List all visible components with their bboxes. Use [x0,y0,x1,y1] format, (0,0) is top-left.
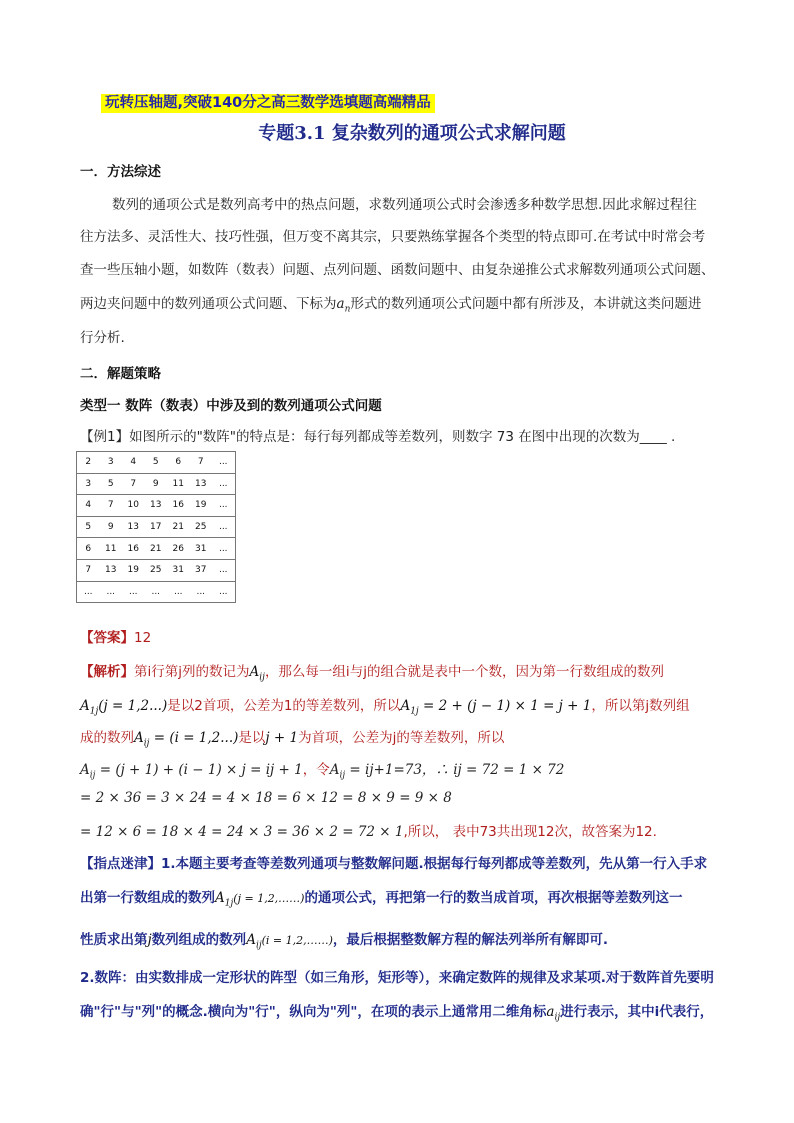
table-cell: 3 [77,473,100,495]
analysis-text4c: ，令 [302,762,330,778]
table-row [77,473,236,495]
math-sub: 1j [410,706,419,717]
math-A: A [249,664,260,680]
table-row [77,516,236,538]
table-cell: 13 [145,495,168,517]
math-A: A [400,698,411,714]
math-j: j [147,932,152,948]
table-cell: 26 [167,538,190,560]
table-cell: 16 [122,538,145,560]
analysis-text2: 是以2首项，公差为1的等差数列，所以 [167,698,401,714]
table-cell: 31 [190,538,213,560]
table-cell: 13 [100,559,123,581]
table-cell: 31 [167,559,190,581]
table-cell: ... [100,581,123,603]
table-cell: 19 [122,559,145,581]
table-row [77,495,236,517]
math-A: A [80,698,90,714]
tips-text5a: 确"行"与"列"的概念.横向为"行"，纵向为"列"，在项的表示上通常用二维角标 [80,1004,547,1020]
tips-label: 【指点迷津】 [80,856,161,872]
table-cell: 4 [77,495,100,517]
analysis-line1 [80,660,664,683]
table-cell: 25 [190,516,213,538]
analysis-text1b: ，那么每一组i与j的组合就是表中一个数，因为第一行数组成的数列 [264,664,664,680]
tips-line3 [80,928,608,951]
table-cell: 7 [190,452,213,474]
math-expr: = (j + 1) + (i − 1) × j = ij + 1 [95,762,303,778]
tips-text1: 1.本题主要考查等差数列通项与整数解问题.根据每行每列都成等差数列，先从第一行入手求 [161,856,708,872]
table-cell: 25 [145,559,168,581]
section1-line4-text: 两边夹问题中的数列通项公式问题、下标为 [80,296,337,312]
table-cell: 16 [167,495,190,517]
table-cell: 11 [100,538,123,560]
table-row [77,581,236,603]
analysis-text6b: ,所以， 表中73共出现12次，故答案为12. [403,824,657,840]
table-cell: 4 [122,452,145,474]
table-cell: 9 [100,516,123,538]
analysis-text3f: 为首项，公差为j的等差数列，所以 [298,730,505,746]
section1-line4 [80,292,701,315]
table-cell: 5 [77,516,100,538]
table-cell: 3 [100,452,123,474]
analysis-line3 [80,726,504,749]
table-cell: 37 [190,559,213,581]
analysis-label: 【解析】 [80,664,134,680]
tips-text3b: 数列组成的数列 [151,932,247,948]
section1-heading: 一．方法综述 [80,164,161,180]
table-cell: 6 [77,538,100,560]
math-expr: j + 1 [265,730,299,746]
subscript-n: n [344,304,351,315]
analysis-line4 [80,758,564,781]
math-A: A [329,762,340,778]
math-expr: = ij+1=73，∴ ij = 72 = 1 × 72 [345,762,565,778]
analysis-text2e: ，所以第j数列组 [591,698,690,714]
math-expr: = 2 + (j − 1) × 1 = j + 1 [418,698,592,714]
analysis-line5: = 2 × 36 = 3 × 24 = 4 × 18 = 6 × 12 = 8 × 9 = 9 × 8 [80,790,452,806]
math-sub: ij [339,770,346,781]
math-sub: 1j [224,898,234,909]
banner: 玩转压轴题,突破140分之高三数学选填题高端精品 [101,94,435,113]
table-cell: 17 [145,516,168,538]
table-cell: 9 [145,473,168,495]
number-array-table [76,451,236,603]
tips-text3a: 性质求出第 [80,932,148,948]
table-cell: 11 [167,473,190,495]
math-expr: (j = 1,2...) [98,698,168,714]
table-cell: 21 [145,538,168,560]
section1-line3: 查一些压轴小题，如数阵（数表）问题、点列问题、函数问题中、由复杂递推公式求解数列通项公式问题、 [80,262,715,278]
math-A: A [215,890,225,906]
math-sub: 1j [89,706,99,717]
answer-label: 【答案】 [80,630,134,646]
table-cell: 21 [167,516,190,538]
math-A: A [80,762,90,778]
tips-line4: 2.数阵：由实数排成一定形状的阵型（如三角形，矩形等），来确定数阵的规律及求某项.对于数阵首先要明 [80,970,714,986]
analysis-line6 [80,820,657,840]
analysis-line2 [80,694,690,717]
tips-text2a: 出第一行数组成的数列 [80,890,215,906]
page-title: 专题3.1 复杂数列的通项公式求解问题 [258,123,566,144]
analysis-text1: 第i行第j列的数记为 [134,664,250,680]
math-sub: ij [143,738,150,749]
math-expr: (i = 1,2,……) [261,934,333,947]
type1-heading: 类型一 数阵（数表）中涉及到的数列通项公式问题 [80,398,382,414]
table-cell: ... [190,581,213,603]
table-cell: ... [212,495,235,517]
section1-line1: 数列的通项公式是数列高考中的热点问题，求数列通项公式时会渗透多种数学思想.因此求解过程往 [112,197,697,213]
table-cell: ... [167,581,190,603]
table-cell: 5 [100,473,123,495]
table-row [77,559,236,581]
table-cell: ... [212,516,235,538]
table-cell: ... [212,538,235,560]
answer-line [80,626,151,646]
example-question: 【例1】如图所示的"数阵"的特点是：每行每列都成等差数列，则数字 73 在图中出现的次数为____ . [80,429,676,445]
table-cell: ... [212,473,235,495]
math-expr: = (i = 1,2...) [149,730,239,746]
tips-line2 [80,886,682,909]
answer-value: 12 [134,630,152,646]
math-a: a [546,1004,555,1020]
table-cell: ... [212,559,235,581]
math-expr: (j = 1,2,……) [233,892,305,905]
tips-line5 [80,1000,713,1023]
table-row [77,452,236,474]
tips-text5b: 进行表示，其中i代表行， [560,1004,714,1020]
math-A: A [246,932,256,948]
math-sub: ij [554,1012,561,1023]
table-cell: 2 [77,452,100,474]
subscript-term: a [336,296,345,312]
section1-line2: 往方法多、灵活性大、技巧性强，但万变不离其宗，只要熟练掌握各个类型的特点即可.在考试中时常会考 [80,229,706,245]
section2-heading: 二．解题策略 [80,366,161,382]
analysis-text3d: 是以 [238,730,266,746]
table-cell: ... [145,581,168,603]
table-cell: ... [212,452,235,474]
math-sub: ij [89,770,96,781]
table-cell: 13 [122,516,145,538]
table-cell: ... [122,581,145,603]
section1-line5: 行分析. [80,330,125,346]
table-cell: 6 [167,452,190,474]
tips-text3d: ，最后根据整数解方程的解法列举所有解即可. [332,932,609,948]
table-cell: 19 [190,495,213,517]
math-sub: ij [259,672,265,683]
table-cell: ... [77,581,100,603]
table-cell: 7 [100,495,123,517]
table-cell: 5 [145,452,168,474]
tips-line1 [80,852,707,872]
table-cell: 13 [190,473,213,495]
table-row [77,538,236,560]
table-cell: 7 [77,559,100,581]
analysis-text3: 成的数列 [80,730,134,746]
section1-line4-rest: 形式的数列通项公式问题中都有所涉及，本讲就这类问题进 [350,296,702,312]
math-sub: ij [255,940,262,951]
table-cell: 10 [122,495,145,517]
math-A: A [134,730,144,746]
math-expr: = 12 × 6 = 18 × 4 = 24 × 3 = 36 × 2 = 72 × 1 [80,824,404,840]
tips-text2c: 的通项公式，再把第一行的数当成首项，再次根据等差数列这一 [304,890,683,906]
table-cell: ... [212,581,235,603]
table-cell: 7 [122,473,145,495]
